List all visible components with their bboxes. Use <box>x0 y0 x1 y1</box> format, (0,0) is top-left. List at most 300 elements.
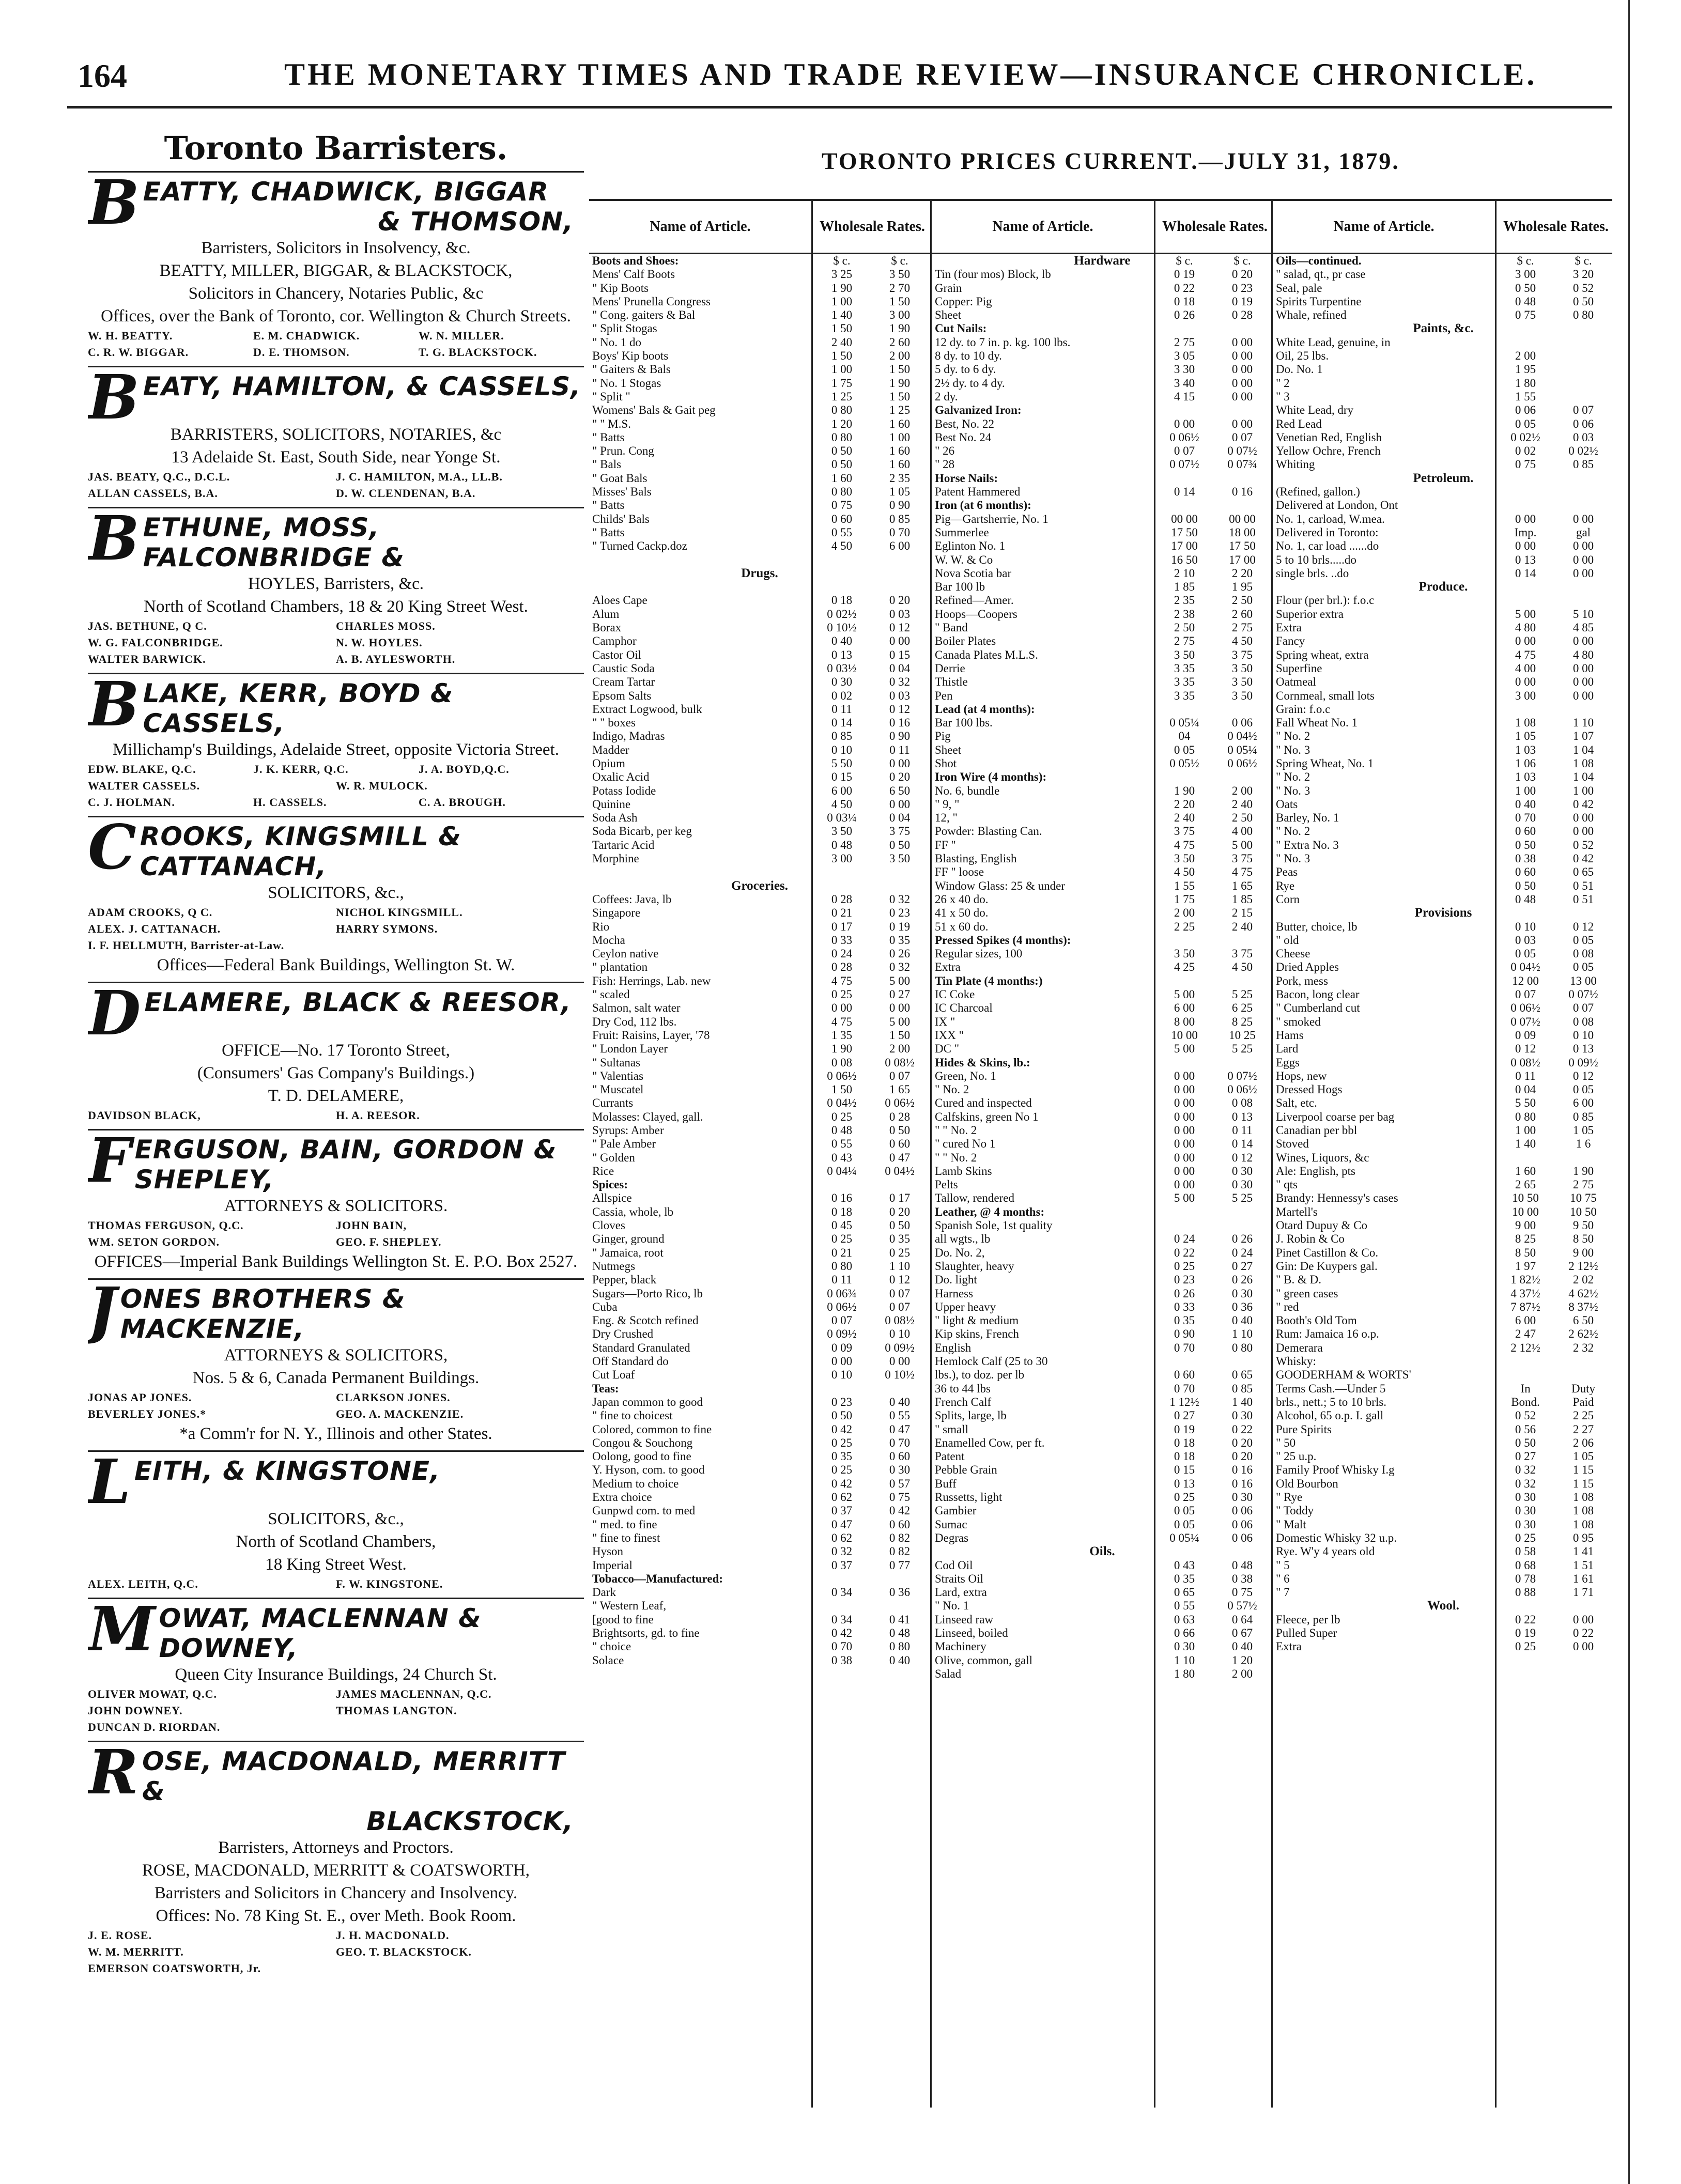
firm-address-line: Millichamp's Buildings, Adelaide Street, opposite Victoria Street. <box>113 740 559 759</box>
article-name: Camphor <box>592 634 637 648</box>
member-name: DUNCAN D. RIORDAN. <box>88 1721 221 1733</box>
member-name: WM. SETON GORDON. <box>88 1235 220 1248</box>
article-name: Extra <box>1276 1640 1302 1653</box>
rate-low: 0 55 <box>831 525 853 539</box>
rate-high: 0 65 <box>1231 1368 1253 1382</box>
article-name: Colored, common to fine <box>592 1422 712 1436</box>
price-row <box>1273 1096 1612 1110</box>
article-name: No. 6, bundle <box>935 784 1000 797</box>
rate-high: 0 85 <box>889 512 911 525</box>
rate-high: 0 42 <box>889 1504 911 1517</box>
rate-high: 0 52 <box>1572 838 1594 851</box>
article-name: 51 x 60 do. <box>935 920 989 933</box>
price-row <box>589 1096 930 1110</box>
rate-high: 2 70 <box>889 281 911 295</box>
article-name: Wines, Liquors, &c <box>1276 1151 1369 1164</box>
rate-low: 5 00 <box>1174 988 1195 1001</box>
rate-high: 2 75 <box>1231 621 1253 634</box>
price-row <box>932 1151 1273 1165</box>
rate-low: 0 50 <box>1515 1436 1536 1449</box>
rate-high: 0 32 <box>889 892 911 906</box>
rate-high: 1 50 <box>889 295 911 308</box>
rate-low: 0 24 <box>831 947 853 961</box>
article-name: 26 x 40 do. <box>935 892 989 906</box>
article-name: Machinery <box>935 1640 986 1653</box>
article-name: Childs' Bals <box>592 512 650 525</box>
rate-high: 2 20 <box>1231 566 1253 580</box>
article-name: Mens' Prunella Congress <box>592 295 711 308</box>
article-name: Gin: De Kuypers gal. <box>1276 1259 1378 1273</box>
rate-high: 3 50 <box>1231 661 1253 675</box>
rate-high: 0 15 <box>889 648 911 661</box>
rate-high: 0 41 <box>889 1613 911 1626</box>
article-name: Oxalic Acid <box>592 770 650 784</box>
firm-address-line: Barristers, Solicitors in Insolvency, &c. <box>201 239 471 257</box>
article-name: Eglinton No. 1 <box>935 539 1006 553</box>
rate-high: 1 60 <box>889 458 911 471</box>
firm-members <box>88 1927 584 1977</box>
member-name: WALTER CASSELS. <box>88 779 201 792</box>
rate-low: 0 06¾ <box>827 1287 857 1300</box>
member-name: C. J. HOLMAN. <box>88 796 175 809</box>
price-row <box>589 1396 930 1409</box>
article-name: Bar 100 lb <box>935 580 985 594</box>
rate-high: 0 00 <box>1572 512 1594 525</box>
article-name: " Split " <box>592 390 630 403</box>
firm-name-line: ROOKS, KINGSMILL & CATTANACH, <box>140 822 461 881</box>
article-name: Red Lead <box>1276 417 1322 430</box>
rate-high: 0 40 <box>1231 1640 1253 1653</box>
rate-low: 0 25 <box>831 988 853 1001</box>
price-row <box>1273 1056 1612 1070</box>
rate-low: 0 42 <box>831 1422 853 1436</box>
price-row <box>1273 1165 1612 1178</box>
firm-address-line: SOLICITORS, &c., <box>268 1510 404 1528</box>
price-row <box>589 1409 930 1422</box>
article-name: Lard, extra <box>935 1586 987 1599</box>
rate-high: 4 00 <box>1231 825 1253 838</box>
price-row <box>1273 1409 1612 1422</box>
price-row <box>589 675 930 689</box>
price-row <box>589 879 930 893</box>
article-name: Epsom Salts <box>592 689 652 702</box>
article-name: Bar 100 lbs. <box>935 716 993 730</box>
article-name: Demerara <box>1276 1341 1323 1354</box>
price-row <box>589 1518 930 1531</box>
price-row <box>932 417 1273 431</box>
members-row <box>88 921 584 937</box>
rate-low: 0 50 <box>1515 838 1536 851</box>
rate-high: 6 00 <box>889 539 911 553</box>
member-name: ADAM CROOKS, Q C. <box>88 906 213 919</box>
price-row <box>1273 322 1612 335</box>
member-name: CLARKSON JONES. <box>336 1391 451 1404</box>
article-name: " fine to finest <box>592 1531 660 1544</box>
price-column <box>1271 201 1612 2108</box>
article-name: Rio <box>592 920 610 933</box>
article-name: Rum: Jamaica 16 o.p. <box>1276 1327 1379 1341</box>
article-name: Spices: <box>592 1178 628 1191</box>
rate-low: 0 30 <box>1515 1517 1536 1531</box>
price-row <box>1273 1559 1612 1572</box>
article-name: Harness <box>935 1287 974 1300</box>
member-name: J. K. KERR, Q.C. <box>253 763 349 776</box>
rate-high: 0 36 <box>1231 1300 1253 1313</box>
rate-high: 13 00 <box>1570 974 1597 987</box>
article-name: Boiler Plates <box>935 634 996 648</box>
rate-high: 0 75 <box>889 1491 911 1504</box>
article-name: Pulled Super <box>1276 1626 1337 1639</box>
rate-high: 2 32 <box>1572 1341 1594 1354</box>
rate-low: 0 18 <box>1174 1450 1195 1463</box>
rate-high: 0 80 <box>1572 308 1594 322</box>
price-row <box>589 1654 930 1667</box>
rate-high: 1 85 <box>1231 892 1253 906</box>
price-row <box>932 1300 1273 1314</box>
member-name: JONAS AP JONES. <box>88 1391 192 1404</box>
price-row <box>589 1640 930 1653</box>
article-name: Imperial <box>592 1558 633 1572</box>
rate-high: 0 35 <box>889 933 911 947</box>
rate-high: 0 00 <box>889 1001 911 1015</box>
price-row <box>589 947 930 961</box>
rate-low: 0 34 <box>831 1586 853 1599</box>
member-name: ALEX. LEITH, Q.C. <box>88 1577 198 1590</box>
article-name: Splits, large, lb <box>935 1409 1007 1422</box>
article-name: Dried Apples <box>1276 961 1339 974</box>
rate-low: 0 50 <box>1515 879 1536 892</box>
article-name: Ceylon native <box>592 947 659 961</box>
rate-high: 0 42 <box>1572 852 1594 865</box>
rate-high: 1 51 <box>1572 1558 1594 1572</box>
article-name: " Muscatel <box>592 1083 644 1096</box>
rate-low: 0 22 <box>1174 1246 1195 1259</box>
article-name: Womens' Bals & Gait peg <box>592 404 716 417</box>
rate-low: 0 50 <box>831 444 853 458</box>
rate-low: 0 18 <box>1174 295 1195 308</box>
rate-low: 0 00 <box>1515 675 1536 689</box>
price-row <box>1273 1260 1612 1273</box>
article-name: Salt, etc. <box>1276 1096 1317 1110</box>
rate-low: 1 80 <box>1174 1667 1195 1680</box>
rate-high: $ c. <box>1233 254 1251 267</box>
rate-low: 3 50 <box>831 825 853 838</box>
article-name: Oatmeal <box>1276 675 1316 689</box>
rate-high: 0 30 <box>1231 1178 1253 1191</box>
price-row <box>589 594 930 607</box>
members-row <box>88 328 584 344</box>
article-name: Standard Granulated <box>592 1341 690 1354</box>
price-row <box>932 431 1273 444</box>
rate-high: 0 12 <box>889 621 911 634</box>
rate-low: 0 14 <box>831 716 853 730</box>
rate-low: 0 19 <box>1174 268 1195 281</box>
rate-low: 0 14 <box>1515 566 1536 580</box>
price-row <box>932 1314 1273 1327</box>
article-name: Pressed Spikes (4 months): <box>935 933 1071 947</box>
rate-high: 0 06 <box>1231 1531 1253 1544</box>
firm-initial: J <box>88 1274 117 1345</box>
price-row <box>932 282 1273 295</box>
article-name: Otard Dupuy & Co <box>1276 1219 1367 1232</box>
rate-high: 0 00 <box>1572 553 1594 566</box>
rate-low: 0 48 <box>1515 892 1536 906</box>
price-row <box>1273 580 1612 594</box>
firm-initial: B <box>88 361 140 433</box>
price-row <box>589 757 930 770</box>
price-row <box>932 1436 1273 1450</box>
member-name: JOHN DOWNEY. <box>88 1704 183 1717</box>
firm-name-line: ONES BROTHERS & MACKENZIE, <box>120 1284 406 1344</box>
price-row <box>932 852 1273 865</box>
price-row <box>932 1572 1273 1586</box>
price-row <box>589 1300 930 1314</box>
price-row <box>589 784 930 798</box>
price-row <box>1273 1450 1612 1463</box>
member-name: N. W. HOYLES. <box>336 636 423 649</box>
rate-low: 0 50 <box>831 458 853 471</box>
price-row <box>1273 1137 1612 1151</box>
rate-low: 0 05 <box>1515 417 1536 430</box>
rate-high: 5 10 <box>1572 607 1594 621</box>
article-name: Boots and Shoes: <box>592 254 679 267</box>
price-row <box>1273 744 1612 757</box>
article-name: " " boxes <box>592 716 636 730</box>
article-name: " Batts <box>592 430 625 444</box>
members-row <box>88 937 584 954</box>
article-name: 12 dy. to 7 in. p. kg. 100 lbs. <box>935 335 1071 349</box>
price-row <box>932 377 1273 390</box>
rate-high: 1 71 <box>1572 1586 1594 1599</box>
rate-low: 0 56 <box>1515 1422 1536 1436</box>
rate-high: 1 04 <box>1572 770 1594 784</box>
rate-high: 1 08 <box>1572 1504 1594 1517</box>
rate-low: 0 70 <box>1174 1341 1195 1354</box>
article-name: " red <box>1276 1300 1299 1313</box>
firm-members <box>88 618 584 668</box>
firm-address-line: ATTORNEYS & SOLICITORS. <box>224 1197 448 1215</box>
rate-low: 1 60 <box>831 471 853 485</box>
article-name: Oolong, good to fine <box>592 1450 691 1463</box>
price-row <box>589 513 930 526</box>
article-name: Lard <box>1276 1042 1299 1056</box>
rate-high: 0 16 <box>889 716 911 730</box>
article-name: " 28 <box>935 458 955 471</box>
rate-low: 4 50 <box>831 797 853 811</box>
rate-high: 0 55 <box>889 1409 911 1422</box>
rate-low: 0 25 <box>1515 1531 1536 1544</box>
members-row <box>88 344 584 361</box>
price-row <box>589 1559 930 1572</box>
rate-low: 0 28 <box>831 892 853 906</box>
rate-high: 0 16 <box>1231 485 1253 499</box>
firm-card <box>88 166 584 366</box>
rate-high: 0 12 <box>889 1273 911 1287</box>
article-name: Pen <box>935 689 953 702</box>
rate-high: 0 00 <box>1572 1613 1594 1626</box>
price-row <box>1273 811 1612 825</box>
rate-high: 3 50 <box>1231 675 1253 689</box>
article-name: all wgts., lb <box>935 1232 991 1246</box>
price-row <box>1273 689 1612 703</box>
price-row <box>932 1491 1273 1504</box>
price-row <box>589 662 930 675</box>
firm-name-line: & THOMSON, <box>378 207 574 237</box>
article-name: " small <box>935 1422 968 1436</box>
rate-low: 1 00 <box>831 295 853 308</box>
rate-low: 0 02½ <box>1510 430 1540 444</box>
article-name: " Golden <box>592 1151 635 1164</box>
rate-low: 6 00 <box>1515 1314 1536 1327</box>
article-name: Drugs. <box>741 566 778 580</box>
rate-high: $ c. <box>1575 254 1592 267</box>
article-name: [good to fine <box>592 1613 654 1626</box>
rate-high: 1 05 <box>1572 1124 1594 1137</box>
rate-high: 2 50 <box>1231 594 1253 607</box>
article-name: Pig <box>935 730 951 743</box>
rate-low: 4 75 <box>831 974 853 987</box>
rate-low: 3 00 <box>831 852 853 865</box>
firm-name <box>88 502 584 574</box>
article-name: Martell's <box>1276 1205 1318 1218</box>
header-wholesale-rates: Wholesale Rates. <box>811 201 930 253</box>
price-row <box>1273 526 1612 539</box>
rate-high: 0 20 <box>1231 1450 1253 1463</box>
article-name: Green, No. 1 <box>935 1069 996 1082</box>
price-row <box>589 988 930 1001</box>
article-name: Blasting, English <box>935 852 1017 865</box>
price-row <box>932 634 1273 648</box>
price-row <box>932 920 1273 934</box>
member-name: W. R. MULOCK. <box>336 779 428 792</box>
rate-low: 4 75 <box>1174 838 1195 851</box>
article-name: Horse Nails: <box>935 471 998 485</box>
rate-high: 0 50 <box>889 1219 911 1232</box>
article-name: " Batts <box>592 525 625 539</box>
rate-low: Imp. <box>1514 525 1537 539</box>
price-row <box>589 539 930 553</box>
article-name: Terms Cash.—Under 5 <box>1276 1382 1386 1395</box>
firm-name <box>88 361 584 433</box>
members-row <box>88 1686 584 1702</box>
rate-low: 6 00 <box>831 784 853 797</box>
rate-low: 1 03 <box>1515 743 1536 756</box>
rate-high: 2 50 <box>1231 811 1253 825</box>
rate-high: 0 00 <box>1572 539 1594 553</box>
rate-low: 0 25 <box>831 1436 853 1449</box>
price-row <box>589 934 930 947</box>
price-row <box>589 1165 930 1178</box>
article-name: brls., nett.; 5 to 10 brls. <box>1276 1395 1387 1408</box>
rate-high: 3 75 <box>1231 852 1253 865</box>
price-row <box>1273 974 1612 988</box>
rate-high: 2 00 <box>1231 1667 1253 1680</box>
article-name: Hoops—Coopers <box>935 607 1017 621</box>
article-name: Upper heavy <box>935 1300 996 1313</box>
price-row <box>1273 1042 1612 1056</box>
price-row <box>589 1491 930 1504</box>
rate-high: 1 04 <box>1572 743 1594 756</box>
article-name: Do. No. 1 <box>1276 363 1323 376</box>
rate-low: 0 35 <box>831 1450 853 1463</box>
article-name: Alum <box>592 607 620 621</box>
rate-low: 4 00 <box>1515 661 1536 675</box>
price-row <box>932 444 1273 458</box>
rate-high: 0 06 <box>1231 1504 1253 1517</box>
article-name: No. 1, carload, W.mea. <box>1276 512 1385 525</box>
price-row <box>1273 390 1612 404</box>
article-name: " Rye <box>1276 1491 1303 1504</box>
article-name: Whisky: <box>1276 1355 1316 1368</box>
rate-low: 0 10½ <box>827 621 857 634</box>
rate-low: 0 00 <box>1174 1096 1195 1110</box>
rate-high: 9 00 <box>1572 1246 1594 1259</box>
member-name: EMERSON COATSWORTH, Jr. <box>88 1962 261 1975</box>
article-name: Cornmeal, small lots <box>1276 689 1375 702</box>
firm-address-line: Queen City Insurance Buildings, 24 Church St. <box>175 1665 497 1684</box>
rate-high: 10 50 <box>1570 1205 1597 1218</box>
rate-low: 0 05½ <box>1169 756 1199 770</box>
rate-low: 1 35 <box>831 1028 853 1042</box>
price-row <box>589 811 930 825</box>
article-name: FF " loose <box>935 865 984 879</box>
price-row <box>932 1586 1273 1599</box>
member-name: GEO. F. SHEPLEY. <box>336 1235 442 1248</box>
article-name: " B. & D. <box>1276 1273 1321 1287</box>
price-row <box>1273 1504 1612 1517</box>
rate-low: 3 40 <box>1174 376 1195 390</box>
article-name: " choice <box>592 1640 631 1653</box>
rate-low: 0 45 <box>831 1219 853 1232</box>
article-name: Copper: Pig <box>935 295 992 308</box>
price-row <box>589 1273 930 1287</box>
firm-card <box>88 502 584 673</box>
article-name: J. Robin & Co <box>1276 1232 1345 1246</box>
article-name: Rice <box>592 1164 614 1178</box>
rate-low: 1 90 <box>831 281 853 295</box>
rate-low: 3 35 <box>1174 675 1195 689</box>
rate-high: 0 57½ <box>1227 1599 1257 1613</box>
rate-high: 3 75 <box>889 825 911 838</box>
rate-low: 0 48 <box>831 838 853 851</box>
article-name: Stoved <box>1276 1137 1309 1151</box>
column-header <box>589 201 930 254</box>
article-name: (Refined, gallon.) <box>1276 485 1360 499</box>
member-name: W. G. FALCONBRIDGE. <box>88 636 223 649</box>
rate-high: 1 08 <box>1572 756 1594 770</box>
price-row <box>1273 1341 1612 1355</box>
rate-high: 1 10 <box>1572 716 1594 730</box>
article-name: Patent Hammered <box>935 485 1021 499</box>
price-row <box>589 1232 930 1246</box>
rate-high: 0 52 <box>1572 281 1594 295</box>
firm-members <box>88 328 584 361</box>
rate-high: 0 06½ <box>1227 756 1257 770</box>
price-row <box>1273 594 1612 607</box>
rate-low: 0 32 <box>1515 1477 1536 1490</box>
article-name: " Prun. Cong <box>592 444 654 458</box>
rate-high: 3 50 <box>1231 689 1253 702</box>
firm-members <box>88 904 584 954</box>
price-row <box>932 349 1273 363</box>
price-row <box>932 865 1273 879</box>
article-name: Straits Oil <box>935 1572 983 1585</box>
article-name: Pork, mess <box>1276 974 1328 987</box>
rate-high: 0 75 <box>1231 1586 1253 1599</box>
rate-high: 5 00 <box>1231 838 1253 851</box>
firm-initial: B <box>88 166 140 238</box>
rate-low: 4 50 <box>831 539 853 553</box>
